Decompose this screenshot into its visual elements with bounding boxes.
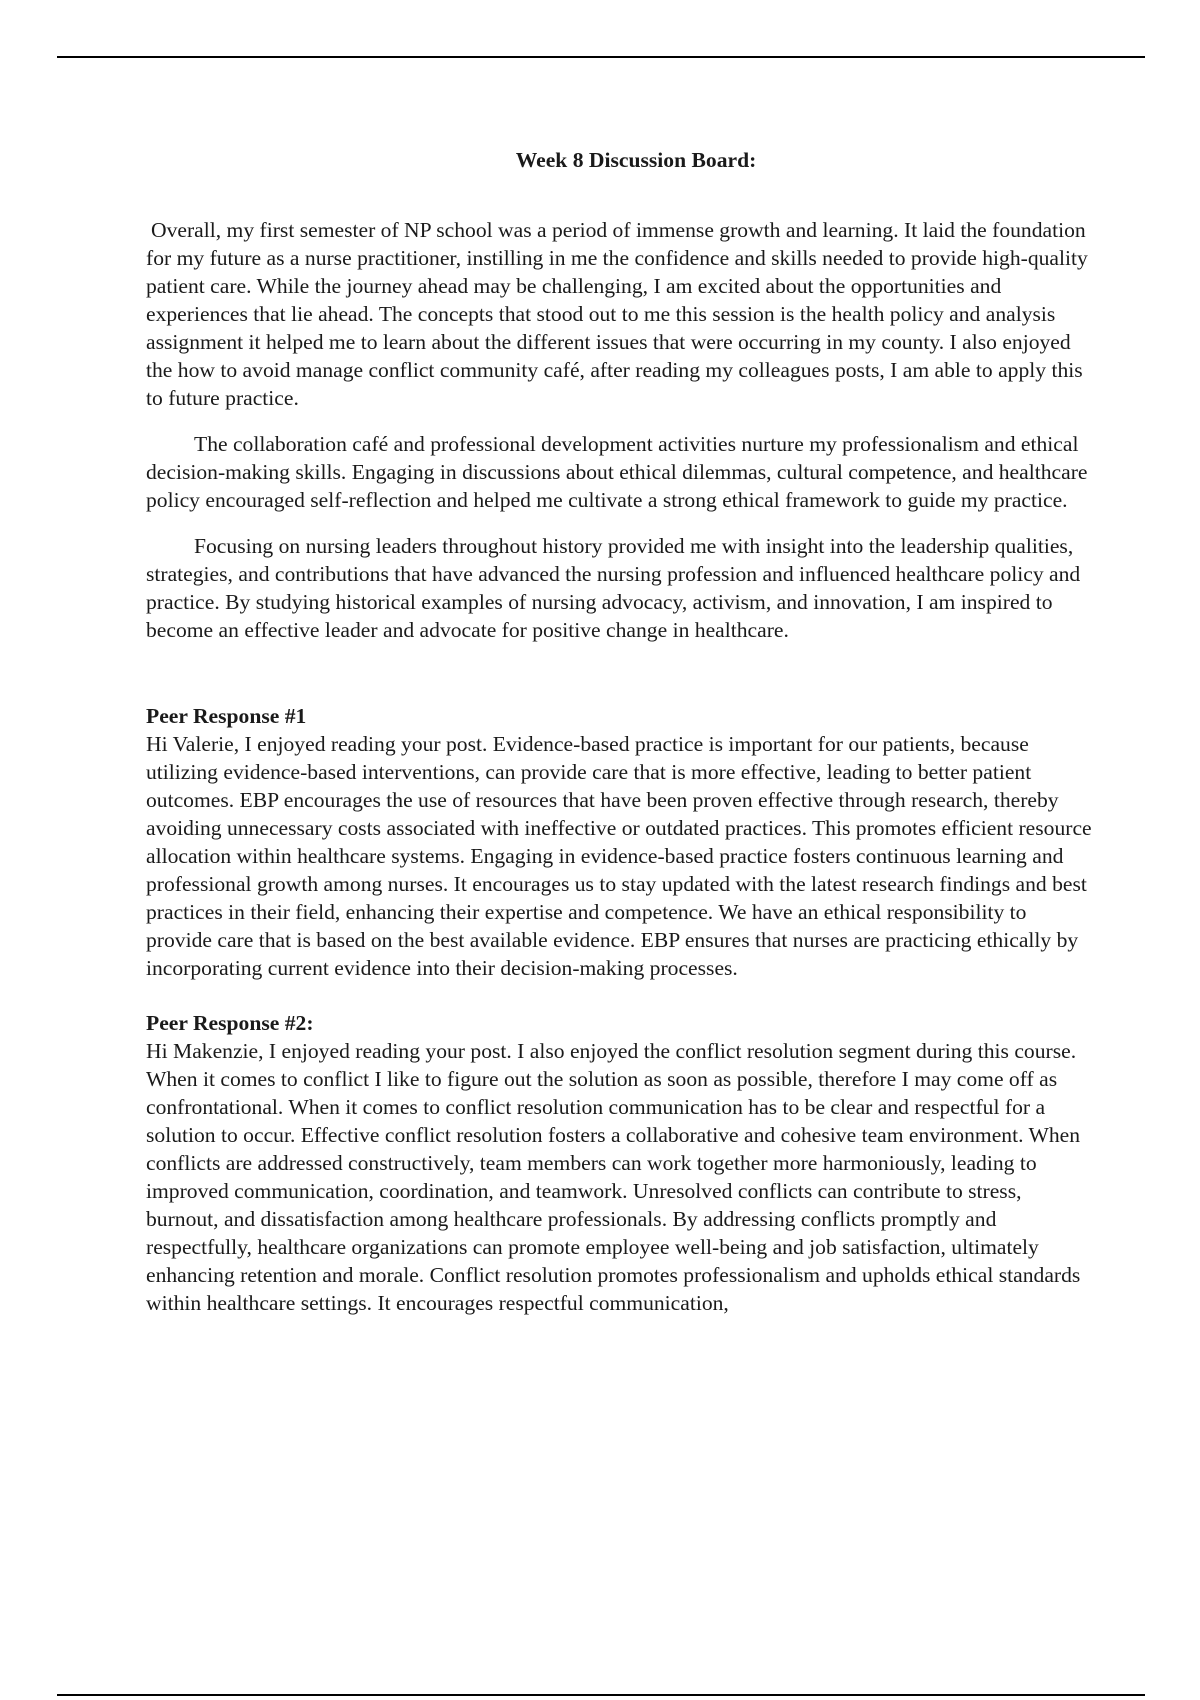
paragraph-overview: Overall, my first semester of NP school was a period of immense growth and learning. It laid the foundation for my future as a nurse practitioner, instilling in me the confidence and skills needed to provide high-quality patient care. While the journey ahead may be challenging, I am excited about the opportunities and experiences that lie ahead. The concepts that stood out to me this session is the health policy and analysis assignment it helped me to learn about the different issues that were occurring in my county. I also enjoyed the how to avoid manage conflict community café, after reading my colleagues posts, I am able to apply this to future practice. <box>146 218 1088 410</box>
peer-response-heading: Peer Response #2: <box>146 1011 314 1035</box>
top-page-rule <box>57 56 1145 58</box>
peer-response-2 <box>146 1009 1096 1317</box>
peer-response-heading: Peer Response #1 <box>146 704 307 728</box>
bottom-page-rule <box>57 1694 1145 1696</box>
paragraph-leadership: Focusing on nursing leaders throughout history provided me with insight into the leadership qualities, strategies, and contributions that have advanced the nursing profession and influenced healthcare policy and practice. By studying historical examples of nursing advocacy, activism, and innovation, I am inspired to become an effective leader and advocate for positive change in healthcare. <box>146 534 1081 642</box>
paragraph-collaboration: The collaboration café and professional development activities nurture my professionalism and ethical decision-making skills. Engaging in discussions about ethical dilemmas, cultural competence, and healthcare policy encouraged self-reflection and helped me cultivate a strong ethical framework to guide my practice. <box>146 432 1088 512</box>
peer-response-body: Hi Makenzie, I enjoyed reading your post. I also enjoyed the conflict resolution segment during this course. When it comes to conflict I like to figure out the solution as soon as possible, therefore I may come off as confrontational. When it comes to conflict resolution communication has to be clear and respectful for a solution to occur. Effective conflict resolution fosters a collaborative and cohesive team environment. When conflicts are addressed constructively, team members can work together more harmoniously, leading to improved communication, coordination, and teamwork. Unresolved conflicts can contribute to stress, burnout, and dissatisfaction among healthcare professionals. By addressing conflicts promptly and respectfully, healthcare organizations can promote employee well-being and job satisfaction, ultimately enhancing retention and morale. Conflict resolution promotes professionalism and upholds ethical standards within healthcare settings. It encourages respectful communication, <box>146 1039 1081 1315</box>
peer-response-body: Hi Valerie, I enjoyed reading your post. Evidence-based practice is important for our patients, because utilizing evidence-based interventions, can provide care that is more effective, leading to better patient outcomes. EBP encourages the use of resources that have been proven effective through research, thereby avoiding unnecessary costs associated with ineffective or outdated practices. This promotes efficient resource allocation within healthcare systems. Engaging in evidence-based practice fosters continuous learning and professional growth among nurses. It encourages us to stay updated with the latest research findings and best practices in their field, enhancing their expertise and competence. We have an ethical responsibility to provide care that is based on the best available evidence. EBP ensures that nurses are practicing ethically by incorporating current evidence into their decision-making processes. <box>146 732 1092 980</box>
document-body <box>146 146 1096 1317</box>
peer-response-1 <box>146 702 1096 982</box>
page-title: Week 8 Discussion Board: <box>515 148 757 172</box>
